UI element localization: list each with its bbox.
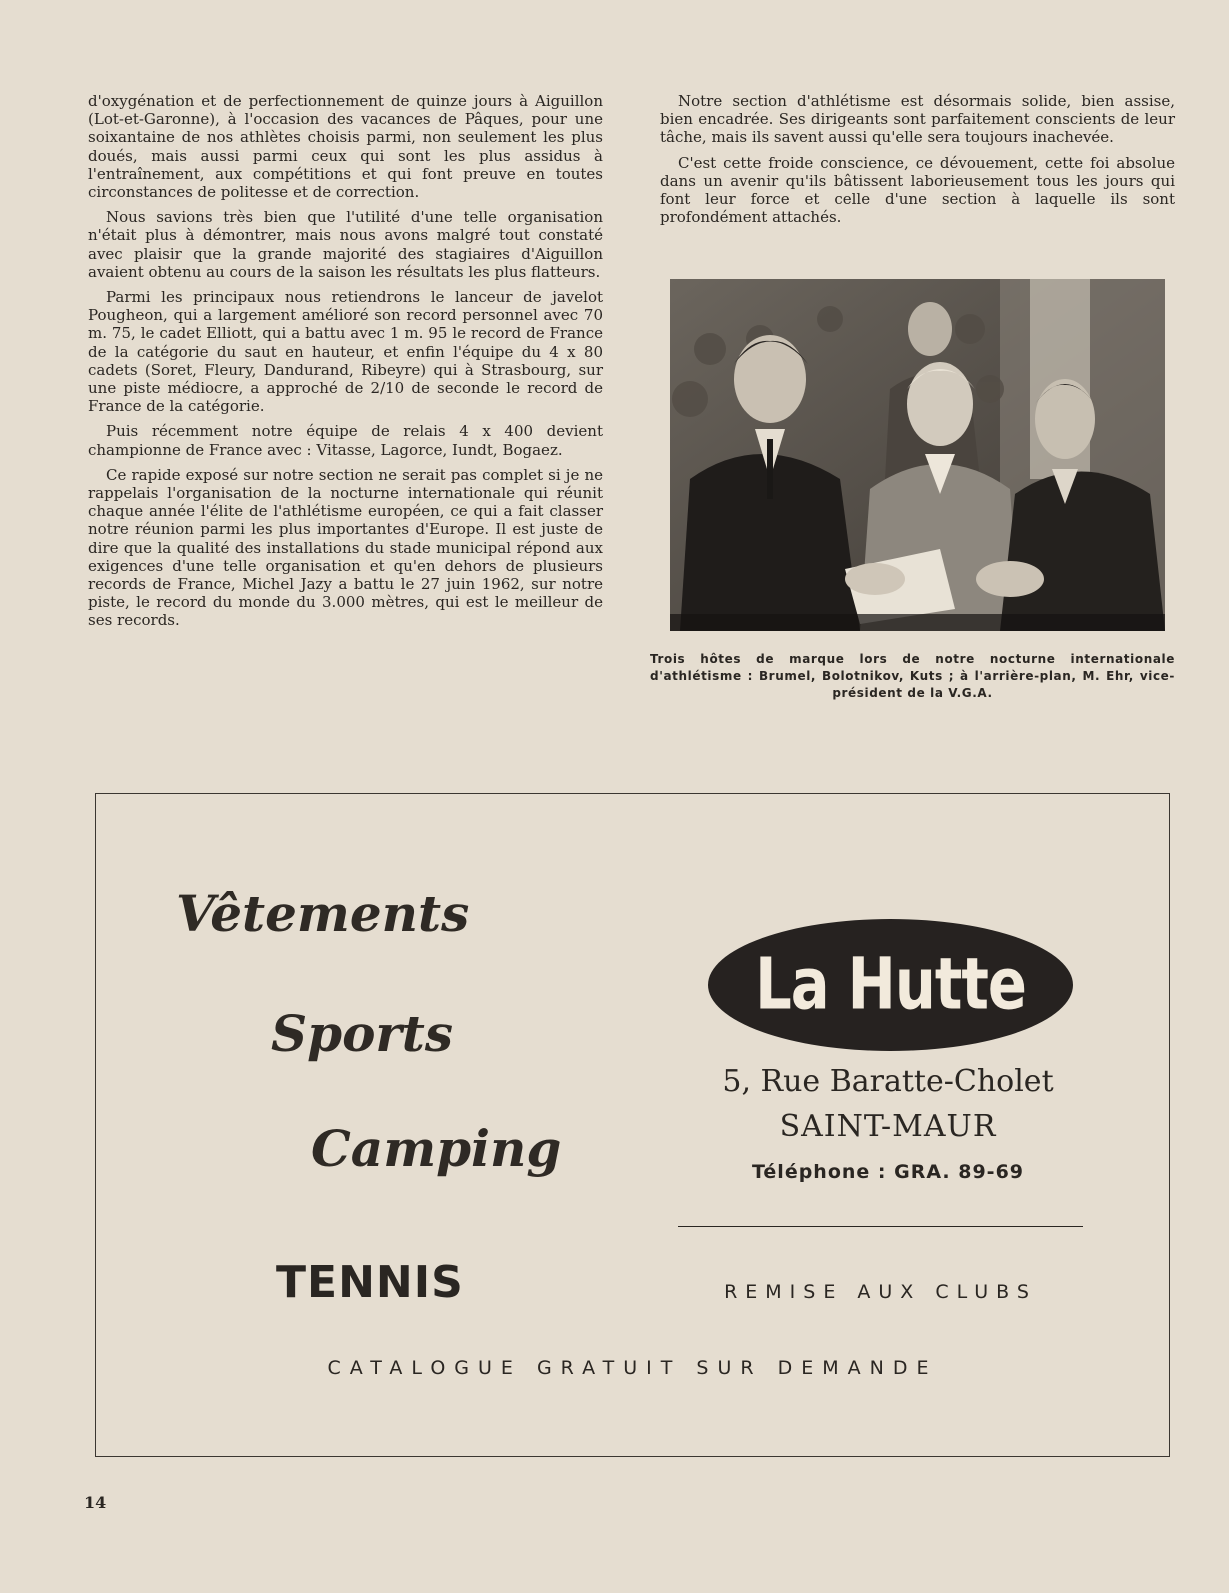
ad-catalogue: CATALOGUE GRATUIT SUR DEMANDE [327, 1357, 938, 1379]
photo-three-athletes [670, 279, 1165, 631]
ad-script-vetements: Vêtements [176, 884, 470, 943]
ad-divider [678, 1226, 1083, 1227]
paragraph: Nous savions très bien que l'utilité d'une telle organisation n'était plus à démontrer, mais nous avons malgré tout constaté avec plaisir que la grande majorité des stagiaires d'Aiguillon avaient obtenu au cours de la saison les résultats les plus flatteurs. [88, 208, 603, 281]
ad-script-camping: Camping [311, 1119, 562, 1178]
paragraph: C'est cette froide conscience, ce dévouement, cette foi absolue dans un avenir qu'ils bâtissent laborieusement tous les jours qui font leur force et celle d'une section à laquelle ils sont profondément attachés. [660, 153, 1175, 227]
advertisement-la-hutte [95, 793, 1170, 1457]
ad-tennis: TENNIS [276, 1257, 464, 1308]
ad-address-city: SAINT-MAUR [779, 1109, 997, 1144]
paragraph: Ce rapide exposé sur notre section ne serait pas complet si je ne rappelais l'organisation de la nocturne internationale qui réunit chaque année l'élite de l'athlétisme européen, ce qui a fait classer notre réunion parmi les plus importantes d'Europe. Il est juste de dire que la qualité des installations du stade municipal répond aux exigences d'une telle organisation et qu'en dehors de plusieurs records de France, Michel Jazy a battu le 27 juin 1962, sur notre piste, le record du monde du 3.000 mètres, qui est le meilleur de ses records. [88, 465, 603, 630]
logo-text: La Hutte [755, 943, 1026, 1027]
paragraph: Puis récemment notre équipe de relais 4 x 400 devient championne de France avec : Vitasse, Lagorce, Iundt, Bogaez. [88, 422, 603, 459]
article-right-column [660, 92, 1175, 233]
paragraph: d'oxygénation et de perfectionnement de quinze jours à Aiguillon (Lot-et-Garonne), à l'occasion des vacances de Pâques, pour une soixantaine de nos athlètes choisis parmi, non seulement les plus doués, mais aussi parmi ceux qui sont les plus assidus à l'entraînement, aux compétitions et qui font preuve en toutes circonstances de politesse et de correction. [88, 92, 603, 202]
ad-script-sports: Sports [271, 1004, 454, 1063]
paragraph: Notre section d'athlétisme est désormais solide, bien assise, bien encadrée. Ses dirigeants sont parfaitement conscients de leur tâche, mais ils savent aussi qu'elle sera toujours inachevée. [660, 92, 1175, 147]
paragraph: Parmi les principaux nous retiendrons le lanceur de javelot Pougheon, qui a largement amélioré son record personnel avec 70 m. 75, le cadet Elliott, qui a battu avec 1 m. 95 le record de France de la catégorie du saut en hauteur, et enfin l'équipe du 4 x 80 cadets (Soret, Fleury, Dandurand, Ribeyre) qui à Strasbourg, sur une piste médiocre, a approché de 2/10 de seconde le record de France de la catégorie. [88, 288, 603, 416]
page-number: 14 [84, 1493, 107, 1512]
photo-caption: Trois hôtes de marque lors de notre nocturne internationale d'athlétisme : Brumel, Bolotnikov, Kuts ; à l'arrière-plan, M. Ehr, vice-président de la V.G.A. [650, 652, 1175, 700]
ad-address-street: 5, Rue Baratte-Cholet [722, 1064, 1054, 1099]
la-hutte-logo [708, 919, 1073, 1051]
photo-illustration [670, 279, 1165, 631]
ad-remise: REMISE AUX CLUBS [724, 1281, 1037, 1303]
article-left-column [88, 92, 603, 637]
ad-telephone: Téléphone : GRA. 89-69 [751, 1161, 1025, 1183]
